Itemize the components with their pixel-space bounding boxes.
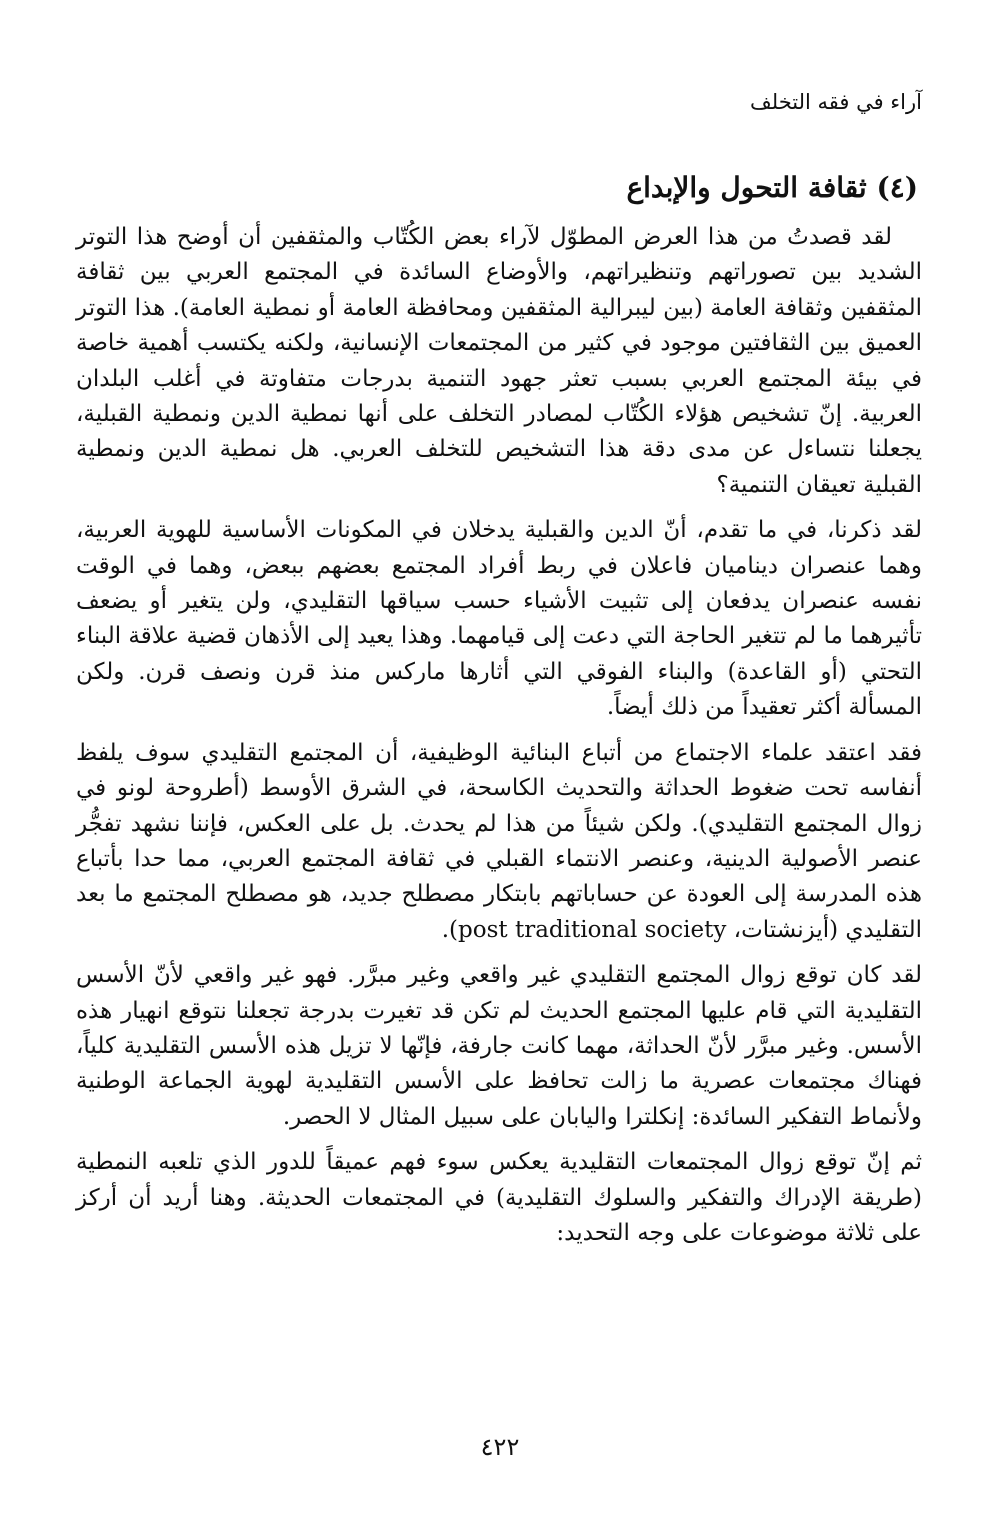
paragraph-2: لقد ذكرنا، في ما تقدم، أنّ الدين والقبلية يدخلان في المكونات الأساسية للهوية العربية، وهما عنصران ديناميان فاعلان في ربط أفراد المجتمع بعضهم ببعض، وهما في الوقت نفسه عنصران يدفعان إلى تثبيت الأشياء حسب سياقها التقليدي، ولن يتغير أو يضعف تأثيرهما ما لم تتغير الحاجة التي دعت إلى قيامهما. وهذا يعيد إلى الأذهان قضية علاقة البناء التحتي (أو القاعدة) والبناء الفوقي التي أثارها ماركس منذ قرن ونصف قرن. ولكن المسألة أكثر تعقيداً من ذلك أيضاً. [76, 517, 922, 721]
paragraph-1: لقد قصدتُ من هذا العرض المطوّل لآراء بعض الكُتّاب والمثقفين أن أوضح هذا التوتر الشديد بين تصوراتهم وتنظيراتهم، والأوضاع السائدة في المجتمع العربي بين ثقافة المثقفين وثقافة العامة (بين ليبرالية المثقفين ومحافظة العامة أو نمطية العامة). هذا التوتر العميق بين الثقافتين موجود في كثير من المجتمعات الإنسانية، ولكنه يكتسب أهمية خاصة في بيئة المجتمع العربي بسبب تعثر جهود التنمية بدرجات متفاوتة في أغلب البلدان العربية. إنّ تشخيص هؤلاء الكُتّاب لمصادر التخلف على أنها نمطية الدين ونمطية القبلية، يجعلنا نتساءل عن مدى دقة هذا التشخيص للتخلف العربي. هل نمطية الدين ونمطية القبلية تعيقان التنمية؟ [76, 224, 922, 498]
paragraph-5: ثم إنّ توقع زوال المجتمعات التقليدية يعكس سوء فهم عميقاً للدور الذي تلعبه النمطية (طريقة الإدراك والتفكير والسلوك التقليدية) في المجتمعات الحديثة. وهنا أريد أن أركز على ثلاثة موضوعات على وجه التحديد: [76, 1149, 922, 1246]
page-number: ٤٢٢ [480, 1433, 520, 1461]
body-text [76, 220, 922, 1261]
section-title: (٤) ثقافة التحول والإبداع [626, 171, 918, 204]
running-title: آراء في فقه التخلف [750, 90, 922, 114]
paragraph-4: لقد كان توقع زوال المجتمع التقليدي غير واقعي وغير مبرَّر. فهو غير واقعي لأنّ الأسس التقليدية التي قام عليها المجتمع الحديث لم تكن قد تغيرت بدرجة تجعلنا نتوقع انهيار هذه الأسس. وغير مبرَّر لأنّ الحداثة، مهما كانت جارفة، فإنّها لا تزيل هذه الأسس التقليدية كلياً، فهناك مجتمعات عصرية ما زالت تحافظ على الأسس التقليدية لهوية الجماعة الوطنية ولأنماط التفكير السائدة: إنكلترا واليابان على سبيل المثال لا الحصر. [76, 962, 922, 1130]
paragraph-3: فقد اعتقد علماء الاجتماع من أتباع البنائية الوظيفية، أن المجتمع التقليدي سوف يلفظ أنفاسه تحت ضغوط الحداثة والتحديث الكاسحة، في الشرق الأوسط (أطروحة لونو في زوال المجتمع التقليدي). ولكن شيئاً من هذا لم يحدث. بل على العكس، فإننا نشهد تفجُّر عنصر الأصولية الدينية، وعنصر الانتماء القبلي في ثقافة المجتمع العربي، مما حدا بأتباع هذه المدرسة إلى العودة عن حساباتهم بابتكار مصطلح جديد، هو مصطلح المجتمع ما بعد التقليدي (أيزنشتات، post traditional society). [76, 739, 922, 943]
